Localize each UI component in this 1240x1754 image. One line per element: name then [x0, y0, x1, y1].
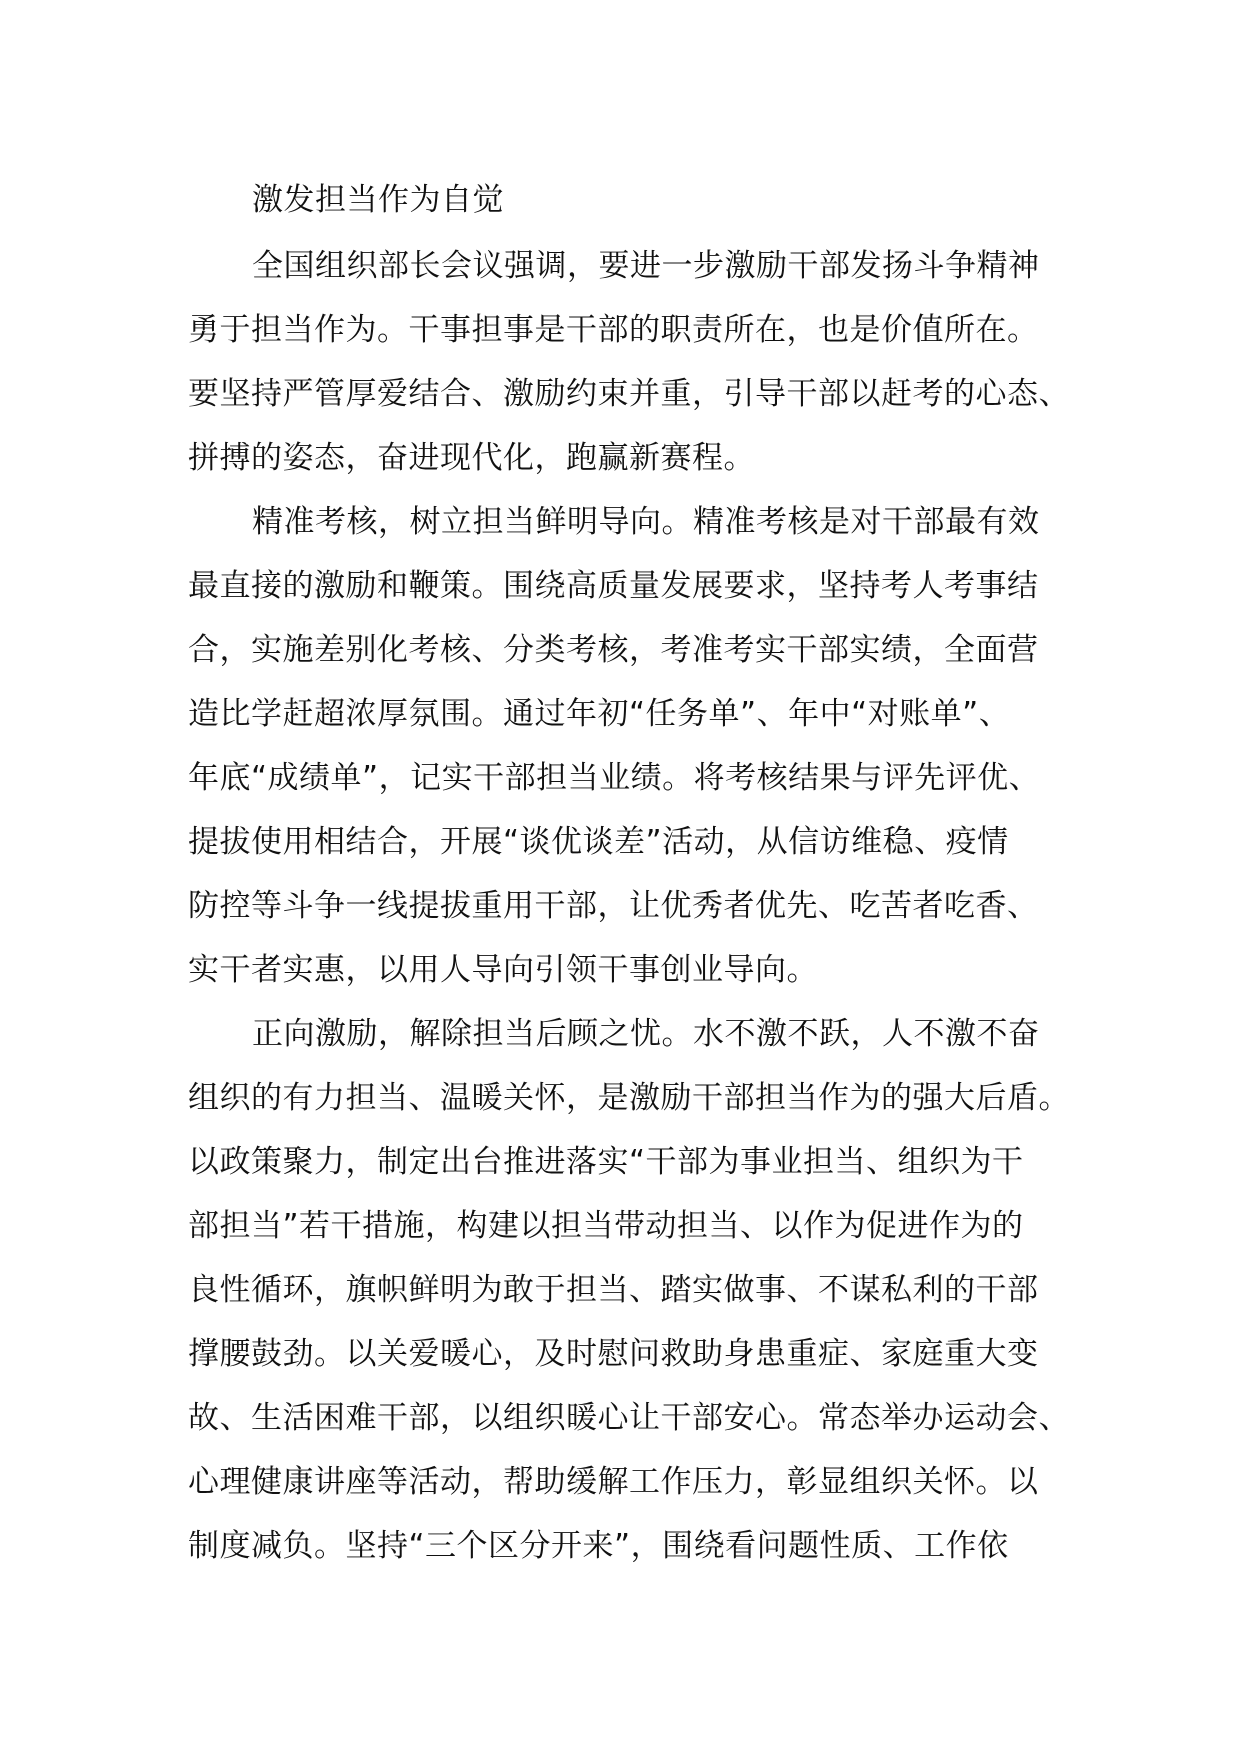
paragraph-line: 制度减负。坚持“三个区分开来”，围绕看问题性质、工作依 [188, 1528, 1009, 1564]
paragraph-line: 最直接的激励和鞭策。围绕高质量发展要求，坚持考人考事结 [188, 568, 1039, 604]
paragraph-line: 以政策聚力，制定出台推进落实“干部为事业担当、组织为干 [188, 1144, 1024, 1180]
paragraph-line: 造比学赶超浓厚氛围。通过年初“任务单”、年中“对账单”、 [188, 696, 1011, 732]
paragraph-line: 合，实施差别化考核、分类考核，考准考实干部实绩，全面营 [188, 632, 1039, 668]
paragraph-line: 组织的有力担当、温暖关怀，是激励干部担当作为的强大后盾。 [188, 1080, 1070, 1116]
paragraph-line: 正向激励，解除担当后顾之忧。水不激不跃，人不激不奋 [252, 1016, 1040, 1052]
paragraph-line: 实干者实惠，以用人导向引领干事创业导向。 [188, 952, 818, 988]
paragraph-line: 全国组织部长会议强调，要进一步激励干部发扬斗争精神 [252, 248, 1040, 284]
paragraph-line: 良性循环，旗帜鲜明为敢于担当、踏实做事、不谋私利的干部 [188, 1272, 1039, 1308]
paragraph-line: 拼搏的姿态，奋进现代化，跑赢新赛程。 [188, 440, 755, 476]
paragraph-line: 故、生活困难干部，以组织暖心让干部安心。常态举办运动会、 [188, 1400, 1070, 1436]
section-heading: 激发担当作为自觉 [252, 182, 504, 218]
paragraph-line: 精准考核，树立担当鲜明导向。精准考核是对干部最有效 [252, 504, 1040, 540]
paragraph-line: 要坚持严管厚爱结合、激励约束并重，引导干部以赶考的心态、 [188, 376, 1070, 412]
paragraph-line: 年底“成绩单”，记实干部担当业绩。将考核结果与评先评优、 [188, 760, 1041, 796]
paragraph-line: 提拔使用相结合，开展“谈优谈差”活动，从信访维稳、疫情 [188, 824, 1009, 860]
paragraph-line: 撑腰鼓劲。以关爱暖心，及时慰问救助身患重症、家庭重大变 [188, 1336, 1039, 1372]
paragraph-line: 勇于担当作为。干事担事是干部的职责所在，也是价值所在。 [188, 312, 1039, 348]
paragraph-line: 心理健康讲座等活动，帮助缓解工作压力，彰显组织关怀。以 [188, 1464, 1039, 1500]
paragraph-line: 防控等斗争一线提拔重用干部，让优秀者优先、吃苦者吃香、 [188, 888, 1039, 924]
paragraph-line: 部担当”若干措施，构建以担当带动担当、以作为促进作为的 [188, 1208, 1024, 1244]
